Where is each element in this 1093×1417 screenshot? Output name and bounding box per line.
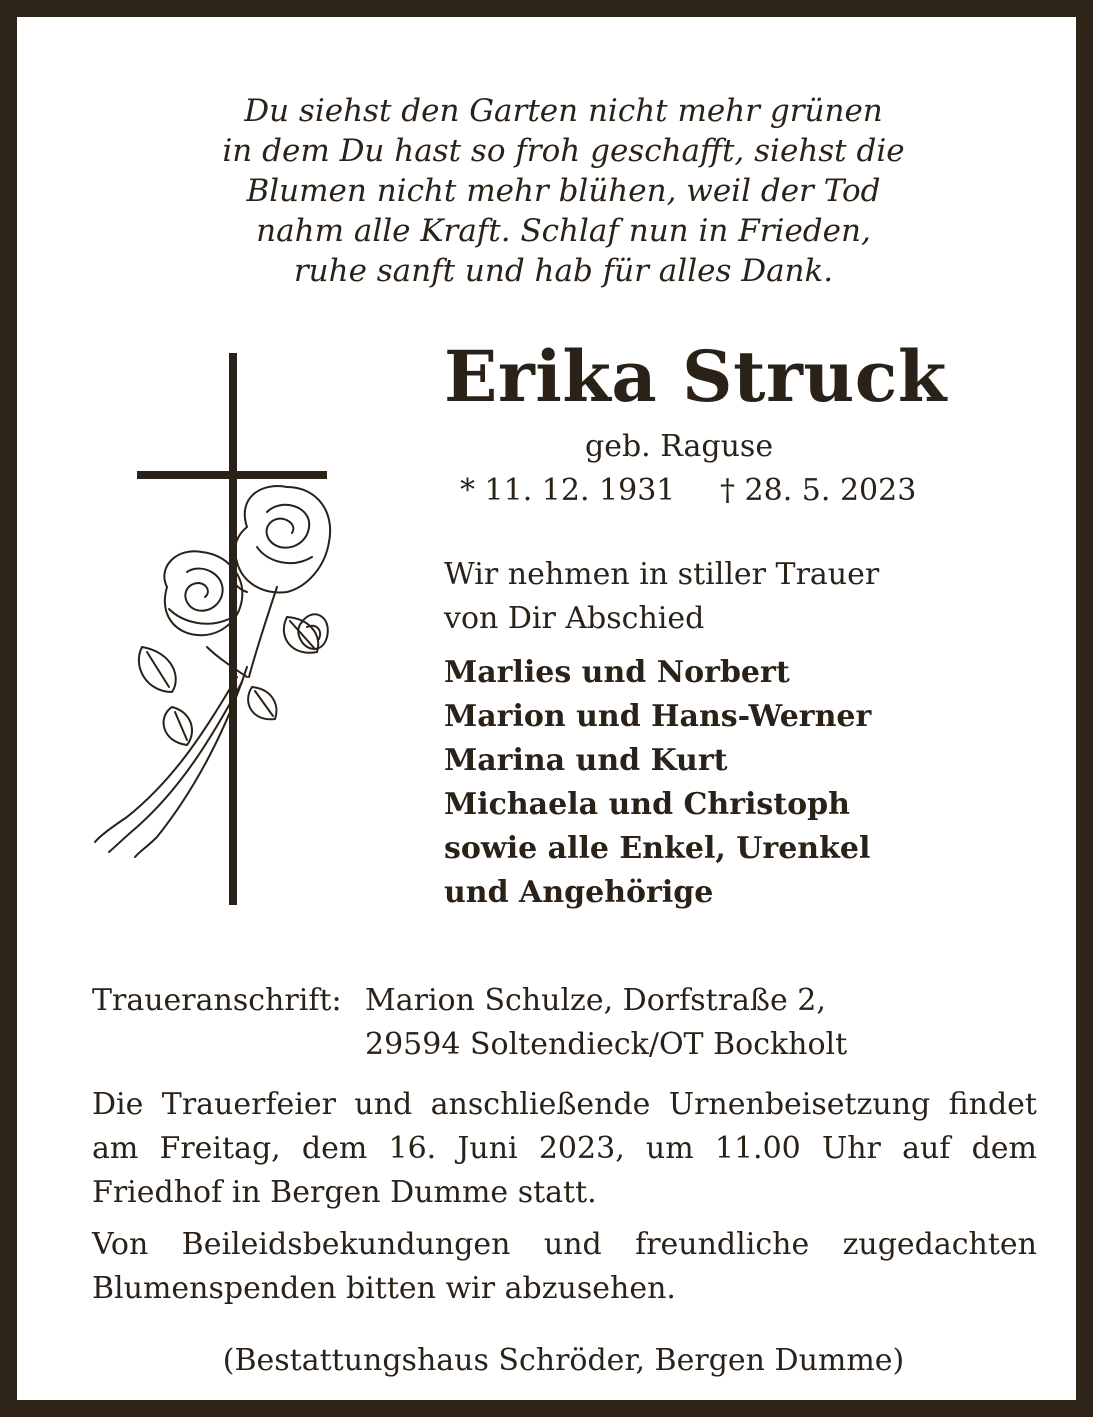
mourning-text bbox=[444, 553, 879, 641]
family-member: und Angehörige bbox=[444, 875, 714, 910]
poem-line: nahm alle Kraft. Schlaf nun in Frieden, bbox=[256, 213, 871, 249]
mourning-line: von Dir Abschied bbox=[444, 601, 705, 636]
condolence-line: Von Beileidsbekundungen und freundliche zugedachten bbox=[92, 1227, 1037, 1262]
poem-line: ruhe sanft und hab für alles Dank. bbox=[293, 253, 834, 289]
family-member: sowie alle Enkel, Urenkel bbox=[444, 831, 871, 866]
poem-line: Blumen nicht mehr blühen, weil der Tod bbox=[246, 173, 881, 209]
condolence-line: Blumenspenden bitten wir abzusehen. bbox=[92, 1271, 676, 1306]
mourning-address bbox=[92, 979, 847, 1067]
ceremony-line: am Freitag, dem 16. Juni 2023, um 11.00 Uhr auf dem bbox=[92, 1131, 1037, 1166]
family-member: Marlies und Norbert bbox=[444, 655, 790, 690]
mourning-line: Wir nehmen in stiller Trauer bbox=[444, 557, 880, 592]
poem-line: Du siehst den Garten nicht mehr grünen bbox=[244, 93, 883, 129]
birth-date: * 11. 12. 1931 bbox=[460, 473, 676, 508]
poem-line: in dem Du hast so froh geschafft, siehst die bbox=[222, 133, 905, 169]
ceremony-paragraph bbox=[92, 1083, 1037, 1215]
address-line-2: 29594 Soltendieck/OT Bockholt bbox=[365, 1027, 848, 1062]
maiden-name: geb. Raguse bbox=[585, 429, 774, 464]
cross-with-roses-icon bbox=[87, 347, 337, 917]
undertaker-credit: (Bestattungshaus Schröder, Bergen Dumme) bbox=[222, 1343, 905, 1378]
memorial-poem bbox=[167, 91, 960, 291]
condolence-paragraph bbox=[92, 1223, 1037, 1311]
family-list bbox=[444, 651, 871, 915]
ceremony-line: Die Trauerfeier und anschließende Urnenbeisetzung findet bbox=[92, 1087, 1037, 1122]
deceased-name: Erika Struck bbox=[444, 335, 947, 418]
ceremony-line: Friedhof in Bergen Dumme statt. bbox=[92, 1175, 597, 1210]
family-member: Marina und Kurt bbox=[444, 743, 728, 778]
family-member: Marion und Hans-Werner bbox=[444, 699, 872, 734]
family-member: Michaela und Christoph bbox=[444, 787, 850, 822]
death-date: † 28. 5. 2023 bbox=[720, 473, 917, 508]
address-line-1: Marion Schulze, Dorfstraße 2, bbox=[365, 983, 826, 1018]
address-label: Traueranschrift: bbox=[92, 983, 342, 1018]
